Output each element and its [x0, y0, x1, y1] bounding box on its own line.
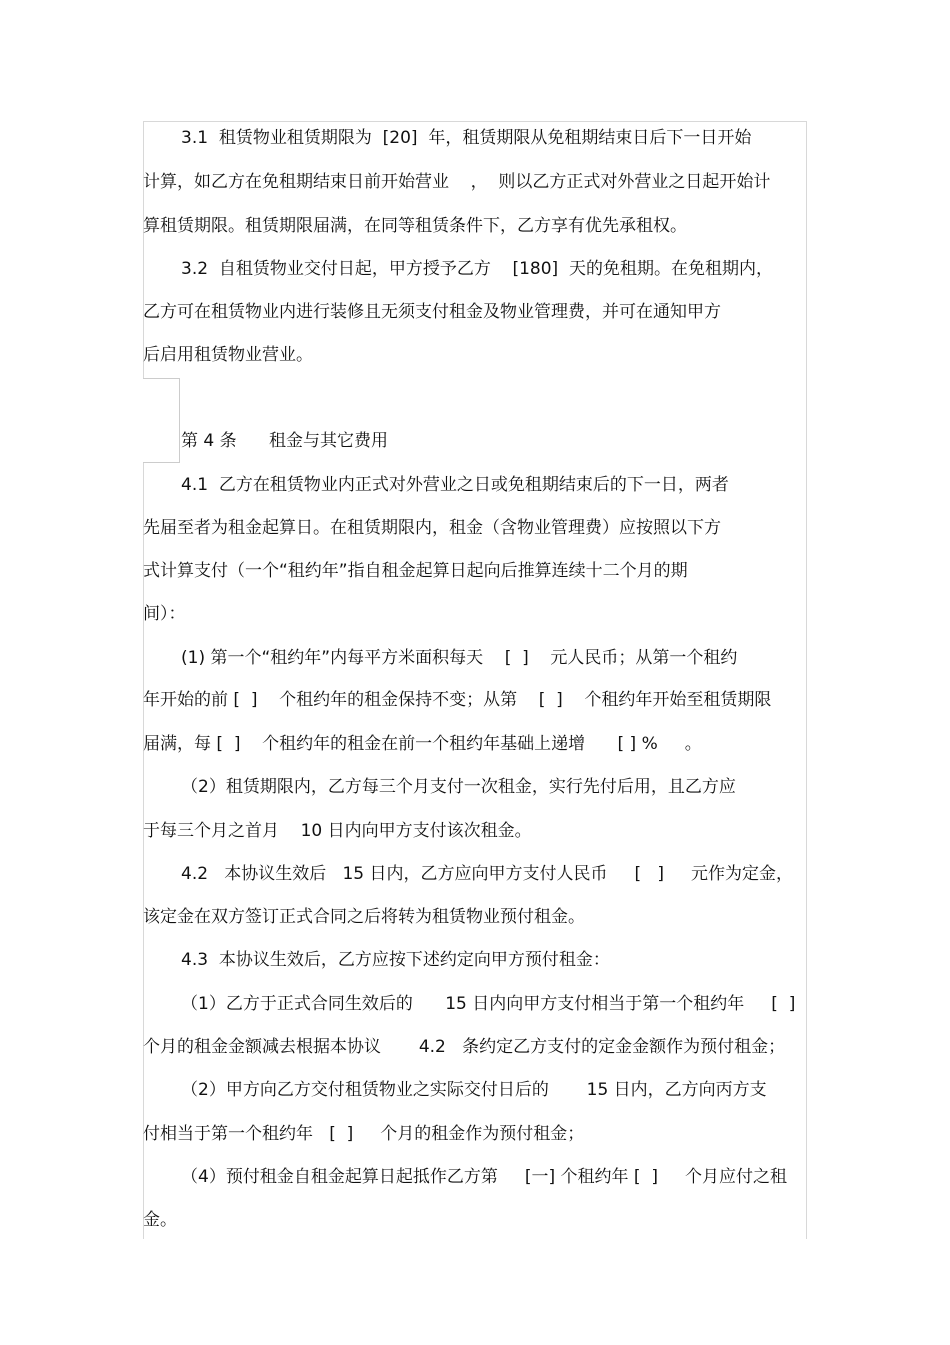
item-2-line-1: （2）租赁期限内，乙方每三个月支付一次租金，实行先付后用，且乙方应 [181, 777, 736, 797]
clause-3-1-line-3: 算租赁期限。租赁期限届满，在同等租赁条件下，乙方享有优先承租权。 [143, 216, 687, 236]
article-4-heading: 第 4 条 租金与其它费用 [181, 431, 389, 451]
clause-4-1-line-1: 4.1 乙方在租赁物业内正式对外营业之日或免租期结束后的下一日，两者 [181, 475, 729, 495]
margin-box [143, 378, 180, 463]
clause-4-1-line-2: 先届至者为租金起算日。在租赁期限内，租金（含物业管理费）应按照以下方 [143, 518, 721, 538]
clause-4-3-line-1: 4.3 本协议生效后，乙方应按下述约定向甲方预付租金： [181, 950, 610, 970]
item-1-line-1: (1) 第一个“租约年”内每平方米面积每天 [ ] 元人民币；从第一个租约 [181, 648, 738, 668]
page-frame [143, 121, 807, 1239]
item-2-line-2: 于每三个月之首月 10 日内向甲方支付该次租金。 [143, 821, 532, 841]
clause-3-1-line-1: 3.1 租赁物业租赁期限为 [20] 年，租赁期限从免租期结束日后下一日开始 [181, 128, 752, 148]
clause-4-2-line-1: 4.2 本协议生效后 15 日内，乙方应向甲方支付人民币 [ ] 元作为定金， [181, 864, 794, 884]
clause-3-2-line-1: 3.2 自租赁物业交付日起，甲方授予乙方 [180] 天的免租期。在免租期内， [181, 259, 773, 279]
clause-4-3-item-1-line-1: （1）乙方于正式合同生效后的 15 日内向甲方支付相当于第一个租约年 [ ] [181, 994, 796, 1014]
item-1-line-3: 届满，每 [ ] 个租约年的租金在前一个租约年基础上递增 [ ] % 。 [143, 734, 702, 754]
clause-4-3-item-4-line-2: 金。 [143, 1210, 177, 1230]
clause-4-3-item-1-line-2: 个月的租金金额减去根据本协议 4.2 条约定乙方支付的定金金额作为预付租金； [143, 1037, 786, 1057]
item-1-line-2: 年开始的前 [ ] 个租约年的租金保持不变；从第 [ ] 个租约年开始至租赁期限 [143, 690, 772, 710]
clause-4-1-line-3: 式计算支付（一个“租约年”指自租金起算日起向后推算连续十二个月的期 [143, 561, 688, 581]
clause-4-3-item-2-line-2: 付相当于第一个租约年 [ ] 个月的租金作为预付租金； [143, 1124, 585, 1144]
clause-3-1-line-2: 计算，如乙方在免租期结束日前开始营业 ， 则以乙方正式对外营业之日起开始计 [143, 172, 771, 192]
clause-4-3-item-2-line-1: （2）甲方向乙方交付租赁物业之实际交付日后的 15 日内，乙方向丙方支 [181, 1080, 767, 1100]
clause-4-3-item-4-line-1: （4）预付租金自租金起算日起抵作乙方第 [一] 个租约年 [ ] 个月应付之租 [181, 1167, 787, 1187]
clause-4-1-line-4: 间）： [143, 604, 186, 624]
clause-4-2-line-2: 该定金在双方签订正式合同之后将转为租赁物业预付租金。 [143, 907, 585, 927]
clause-3-2-line-2: 乙方可在租赁物业内进行装修且无须支付租金及物业管理费，并可在通知甲方 [143, 302, 721, 322]
clause-3-2-line-3: 后启用租赁物业营业。 [143, 345, 313, 365]
